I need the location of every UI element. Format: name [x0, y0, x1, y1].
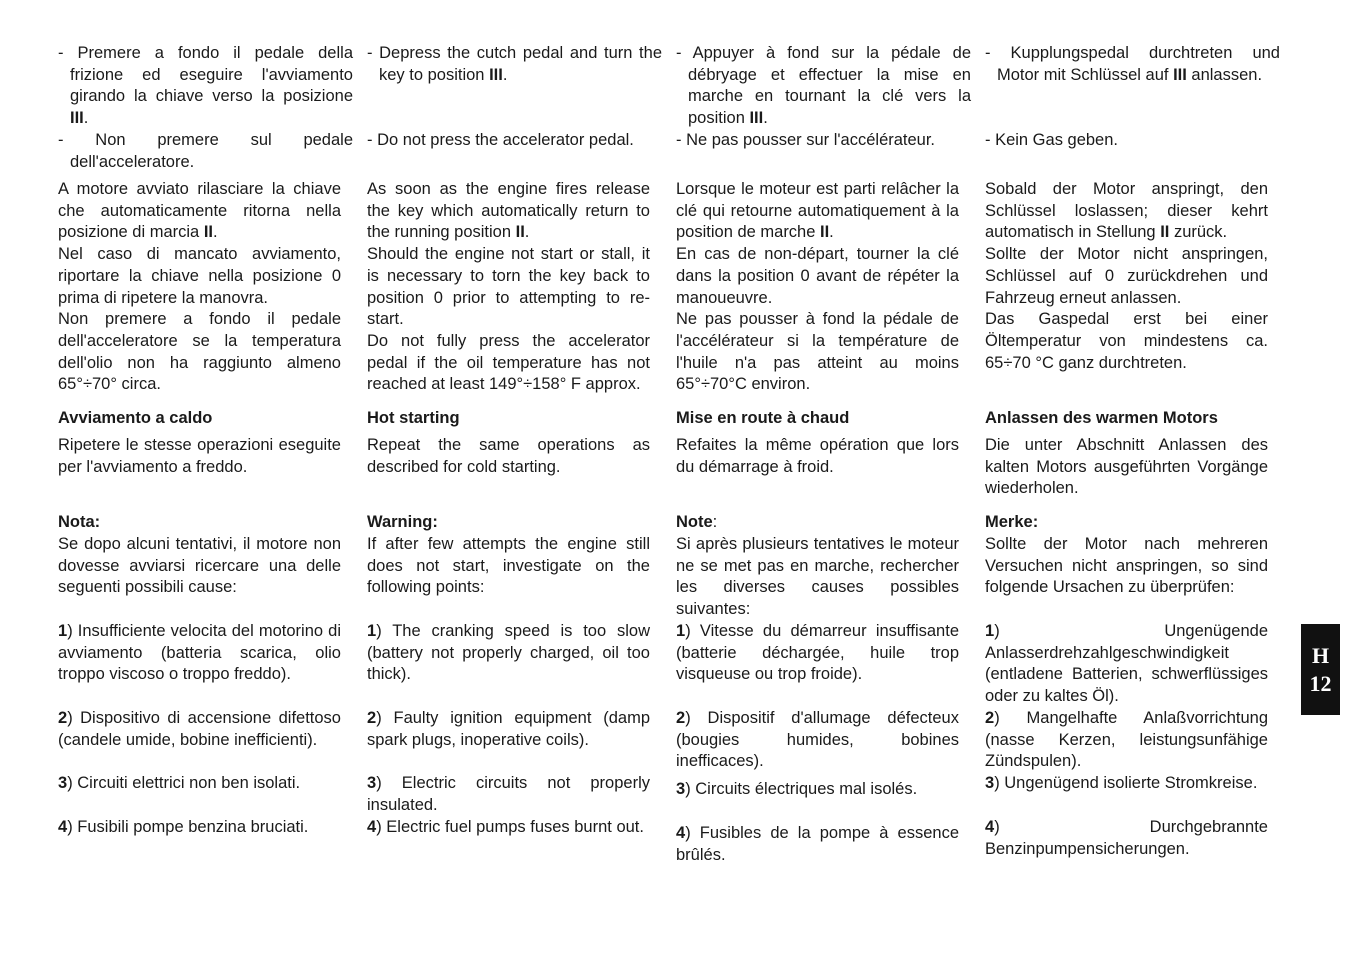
cause-item: 4) Electric fuel pumps fuses burnt out.	[367, 818, 644, 836]
accelerator-instruction: - Do not press the accelerator pedal.	[367, 131, 634, 149]
release-key-text: Sobald der Motor anspringt, den Schlüssel loslassen; dieser kehrt automatisch in Stellung II zurück.	[985, 180, 1268, 242]
release-key-text: As soon as the engine fires release the key which automatically return to the running position II.	[367, 180, 650, 242]
cause-item: 4) Fusibles de la pompe à essence brûlés.	[676, 824, 959, 864]
running-section	[58, 179, 341, 396]
running-section	[367, 179, 650, 396]
cause-item: 2) Mangelhafte Anlaßvorrichtung (nasse Kerzen, leistungsunfähige Zündspulen).	[985, 709, 1268, 771]
note-heading: Nota:	[58, 513, 101, 531]
cause-item: 2) Dispositivo di accensione difettoso (candele umide, bobine inefficienti).	[58, 709, 341, 749]
oil-temperature-text: Das Gaspedal erst bei einer Öltemperatur von mindestens ca. 65÷70 °C ganz durchtreten.	[985, 310, 1268, 372]
hot-start-heading: Hot starting	[367, 409, 460, 427]
cause-item: 2) Dispositif d'allumage défecteux (bougies humides, bobines inefficaces).	[676, 709, 959, 771]
hot-start-text: Refaites la même opération que lors du démarrage à froid.	[676, 436, 959, 476]
accelerator-instruction: - Ne pas pousser sur l'accélérateur.	[676, 131, 936, 149]
start-instruction: - Kupplungspedal durchtreten und Motor mit Schlüssel auf III anlassen.	[985, 44, 1280, 84]
hot-start-heading: Anlassen des warmen Motors	[985, 409, 1218, 427]
cause-item: 3) Ungenügend isolierte Stromkreise.	[985, 774, 1258, 792]
cause-item: 3) Circuiti elettrici non ben isolati.	[58, 774, 301, 792]
cause-item: 4) Durchgebrannte Benzinpumpensicherungen.	[985, 818, 1268, 858]
accelerator-instruction: - Kein Gas geben.	[985, 131, 1118, 149]
start-instruction: - Depress the cutch pedal and turn the key to position III.	[367, 44, 662, 84]
release-key-text: A motore avviato rilasciare la chiave che automaticamente ritorna nella posizione di marcia II.	[58, 180, 341, 242]
hot-start-text: Ripetere le stesse operazioni eseguite per l'avviamento a freddo.	[58, 436, 341, 476]
oil-temperature-text: Do not fully press the accelerator pedal if the oil temperature has not reached at least 149°÷158° F approx.	[367, 331, 650, 394]
section-letter: H	[1311, 642, 1330, 668]
accelerator-instruction: - Non premere sul pedale dell'acceleratore.	[58, 131, 353, 171]
running-section	[676, 179, 959, 396]
no-start-text: En cas de non-départ, tourner la clé dans la position 0 avant de répéter la manoueuvre.	[676, 245, 959, 307]
hot-start-text: Die unter Abschnitt Anlassen des kalten Motors ausgeführten Vorgänge wiederholen.	[985, 436, 1268, 498]
running-section	[985, 179, 1268, 374]
no-start-text: Sollte der Motor nicht anspringen, Schlüssel auf 0 zurückdrehen und Fahrzeug erneut anlassen.	[985, 245, 1268, 307]
start-instruction: - Premere a fondo il pedale della frizione ed eseguire l'avviamento girando la chiave verso la posizione III.	[58, 44, 353, 128]
no-start-text: Nel caso di mancato avviamento, riportare la chiave nella posizione 0 prima di ripetere la manovra.	[58, 245, 341, 307]
note-text: Sollte der Motor nach mehreren Versuchen nicht anspringen, so sind folgende Ursachen zu überprüfen:	[985, 535, 1268, 597]
start-instruction: - Appuyer à fond sur la pédale de débryage et effectuer la mise en marche en tournant la clé vers la position III.	[676, 44, 971, 128]
note-heading: Merke:	[985, 513, 1039, 531]
oil-temperature-text: Ne pas pousser à fond la pédale de l'accélérateur si la température de l'huile n'a pas atteint au moins 65°÷70°C environ.	[676, 310, 959, 394]
section-tab	[1301, 624, 1340, 715]
note-heading: Note:	[676, 513, 718, 531]
cause-item: 1) Ungenügende Anlasserdrehzahlgeschwindigkeit (entladene Batterien, schwerflüssiges oder zu kaltes Öl).	[985, 622, 1268, 706]
cause-item: 1) The cranking speed is too slow (battery not properly charged, oil too thick).	[367, 622, 650, 684]
note-text: Se dopo alcuni tentativi, il motore non dovesse avviarsi ricercare una delle seguenti possibili cause:	[58, 535, 341, 597]
note-heading: Warning:	[367, 513, 438, 531]
hot-start-heading: Avviamento a caldo	[58, 409, 213, 427]
hot-start-heading: Mise en route à chaud	[676, 409, 850, 427]
cause-item: 1) Insufficiente velocita del motorino di avviamento (batteria scarica, olio troppo viscoso o troppo freddo).	[58, 622, 341, 684]
page-number: 12	[1309, 670, 1332, 696]
note-text: If after few attempts the engine still does not start, investigate on the following points:	[367, 535, 650, 597]
oil-temperature-text: Non premere a fondo il pedale dell'acceleratore se la temperatura dell'olio non ha raggiunto almeno 65°÷70° circa.	[58, 310, 341, 394]
cause-item: 2) Faulty ignition equipment (damp spark plugs, inoperative coils).	[367, 709, 650, 749]
cause-item: 4) Fusibili pompe benzina bruciati.	[58, 818, 309, 836]
cause-item: 3) Electric circuits not properly insulated.	[367, 774, 650, 814]
release-key-text: Lorsque le moteur est parti relâcher la clé qui retourne automatiquement à la position de marche II.	[676, 180, 959, 242]
cause-item: 3) Circuits électriques mal isolés.	[676, 780, 918, 798]
note-text: Si après plusieurs tentatives le moteur ne se met pas en marche, rechercher les diverses causes possibles suivantes:	[676, 535, 959, 619]
hot-start-text: Repeat the same operations as described for cold starting.	[367, 436, 650, 476]
no-start-text: Should the engine not start or stall, it is necessary to torn the key back to position 0 prior to attempting to re-start.	[367, 245, 650, 329]
cause-item: 1) Vitesse du démarreur insuffisante (batterie déchargée, huile trop visqueuse ou trop froide).	[676, 622, 959, 684]
